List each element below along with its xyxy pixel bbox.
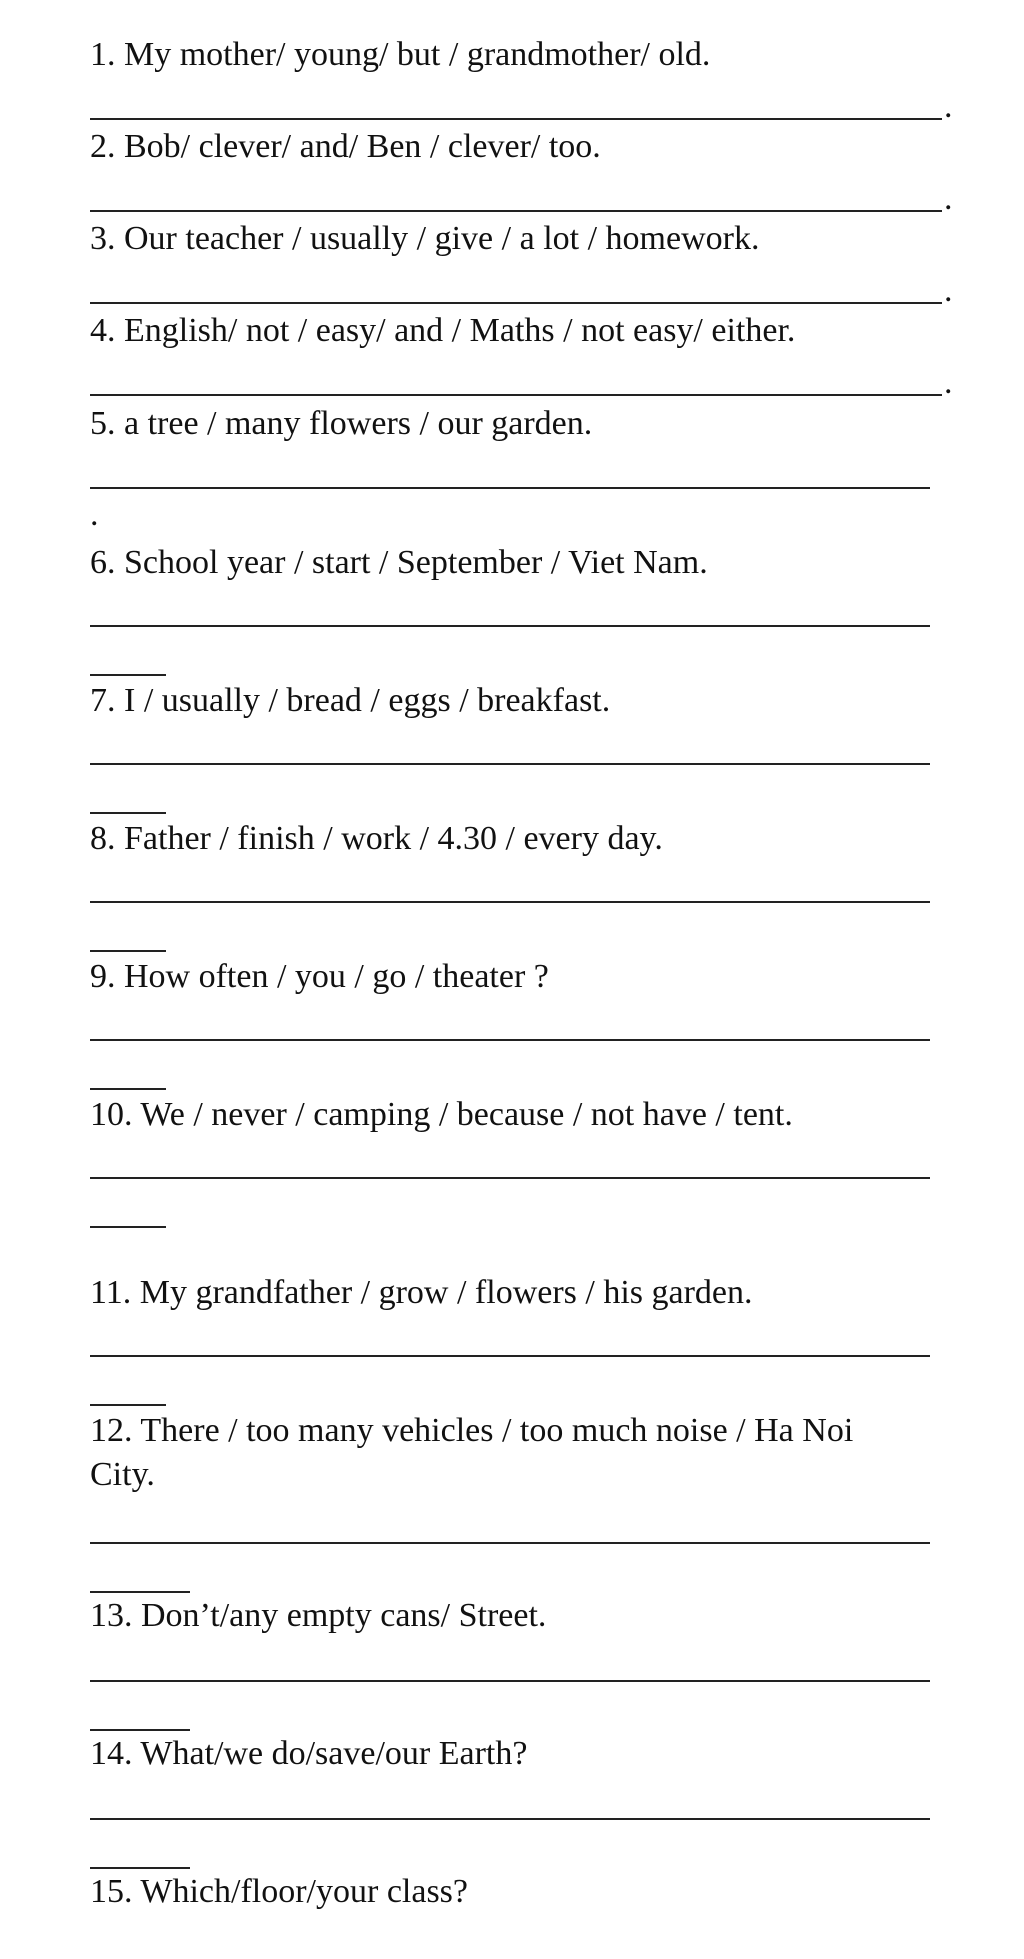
answer-line-12-continuation[interactable] (90, 1591, 190, 1593)
answer-line-14-continuation[interactable] (90, 1867, 190, 1869)
answer-line-13[interactable] (90, 1680, 930, 1682)
answer-4-period: . (944, 364, 953, 401)
answer-line-8[interactable] (90, 901, 930, 903)
answer-line-8-continuation[interactable] (90, 950, 166, 952)
question-11-text: 11. My grandfather / grow / flowers / his garden. (90, 1274, 753, 1311)
answer-line-9[interactable] (90, 1039, 930, 1041)
answer-line-1[interactable] (90, 118, 942, 120)
answer-2-period: . (944, 180, 953, 217)
question-14-text: 14. What/we do/save/our Earth? (90, 1735, 528, 1772)
question-12-text: 12. There / too many vehicles / too much noise / Ha Noi City. (90, 1412, 854, 1493)
question-10-text: 10. We / never / camping / because / not have / tent. (90, 1096, 793, 1133)
answer-line-2[interactable] (90, 210, 942, 212)
answer-line-14[interactable] (90, 1818, 930, 1820)
question-5-text: 5. a tree / many flowers / our garden. (90, 405, 593, 442)
answer-line-12[interactable] (90, 1542, 930, 1544)
question-9-text: 9. How often / you / go / theater ? (90, 958, 549, 995)
answer-line-11-continuation[interactable] (90, 1404, 166, 1406)
answer-line-13-continuation[interactable] (90, 1729, 190, 1731)
answer-line-6-continuation[interactable] (90, 674, 166, 676)
answer-1-period: . (944, 88, 953, 125)
answer-line-4[interactable] (90, 394, 942, 396)
answer-line-5[interactable] (90, 487, 930, 489)
question-7-text: 7. I / usually / bread / eggs / breakfast. (90, 682, 611, 719)
question-1-text: 1. My mother/ young/ but / grandmother/ old. (90, 36, 711, 73)
answer-3-period: . (944, 272, 953, 309)
question-6-text: 6. School year / start / September / Viet Nam. (90, 544, 708, 581)
answer-line-9-continuation[interactable] (90, 1088, 166, 1090)
answer-line-7-continuation[interactable] (90, 812, 166, 814)
answer-5-period: . (90, 496, 99, 533)
question-15-text: 15. Which/floor/your class? (90, 1873, 469, 1910)
question-3-text: 3. Our teacher / usually / give / a lot / homework. (90, 220, 760, 257)
question-4-text: 4. English/ not / easy/ and / Maths / not easy/ either. (90, 312, 796, 349)
answer-line-10-continuation[interactable] (90, 1226, 166, 1228)
answer-line-7[interactable] (90, 763, 930, 765)
question-13-text: 13. Don’t/any empty cans/ Street. (90, 1597, 547, 1634)
answer-line-6[interactable] (90, 625, 930, 627)
question-2-text: 2. Bob/ clever/ and/ Ben / clever/ too. (90, 128, 601, 165)
answer-line-11[interactable] (90, 1355, 930, 1357)
question-8-text: 8. Father / finish / work / 4.30 / every day. (90, 820, 663, 857)
answer-line-3[interactable] (90, 302, 942, 304)
answer-line-10[interactable] (90, 1177, 930, 1179)
